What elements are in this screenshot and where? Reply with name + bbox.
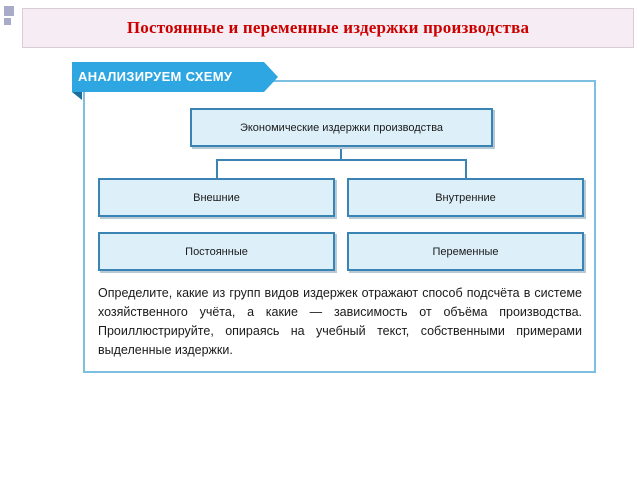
ribbon-fold (72, 92, 82, 100)
slide-title-bar (22, 8, 634, 48)
slide-title: Постоянные и переменные издержки производства (126, 18, 530, 37)
task-text: Определите, какие из групп видов издержек отражают способ подсчёта в системе хозяйственного учёта, а какие — зависимость от объёма производства. Проиллюстрируйте, опираясь на учебный текст, собственными примерами выделенные издержки. (98, 286, 582, 357)
diagram-root-node: Экономические издержки производства (190, 108, 493, 147)
section-label: АНАЛИЗИРУЕМ СХЕМУ (78, 69, 233, 84)
connector-horizontal (216, 159, 467, 161)
connector-root-down (340, 146, 342, 160)
connector-right-down (465, 159, 467, 179)
node-fixed: Постоянные (98, 232, 335, 271)
connector-left-down (216, 159, 218, 179)
node-internal: Внутренние (347, 178, 584, 217)
corner-decoration-small (4, 18, 11, 25)
node-variable: Переменные (347, 232, 584, 271)
node-external: Внешние (98, 178, 335, 217)
corner-decoration-large (4, 6, 14, 16)
